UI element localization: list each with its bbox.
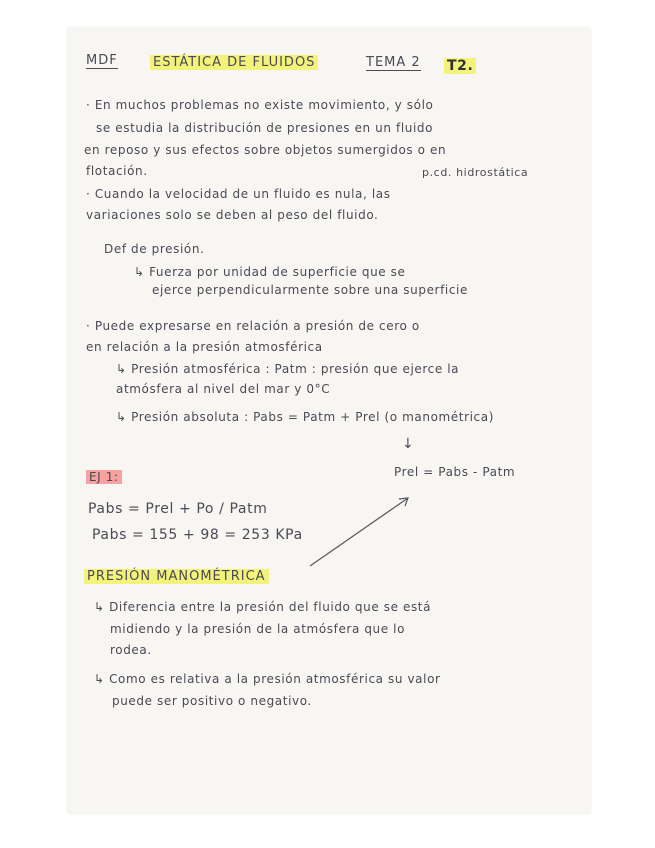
- point3-line-1: · Puede expresarse en relación a presión de cero o: [86, 319, 420, 333]
- example-line-2: Pabs = 155 + 98 = 253 KPa: [92, 527, 303, 543]
- annotation: p.cd. hidrostática: [422, 166, 529, 179]
- patm-line-2: atmósfera al nivel del mar y 0°C: [116, 382, 331, 396]
- manometric-item1-line-3: rodea.: [110, 643, 152, 657]
- manometric-item1-line-2: midiendo y la presión de la atmósfera que lo: [110, 622, 406, 636]
- example-line-1: Pabs = Prel + Po / Patm: [88, 501, 268, 517]
- intro-line-3: en reposo y sus efectos sobre objetos sumergidos o en: [84, 143, 447, 157]
- manometric-title: PRESIÓN MANOMÉTRICA: [84, 569, 269, 584]
- pabs-line: ↳ Presión absoluta : Pabs = Patm + Prel (o manométrica): [116, 410, 494, 424]
- header-title: ESTÁTICA DE FLUIDOS: [150, 55, 318, 70]
- header-code: T2.: [444, 58, 476, 74]
- definition-title: Def de presión.: [104, 242, 205, 256]
- point2-line-1: · Cuando la velocidad de un fluido es nula, las: [86, 187, 391, 201]
- manometric-item2-line-1: ↳ Como es relativa a la presión atmosférica su valor: [94, 672, 441, 686]
- example-label: EJ 1:: [86, 470, 122, 484]
- definition-line-1: ↳ Fuerza por unidad de superficie que se: [134, 265, 406, 279]
- prel-formula: Prel = Pabs - Patm: [394, 465, 516, 479]
- header-left: MDF: [86, 53, 118, 68]
- header-tema: TEMA 2: [366, 55, 421, 70]
- definition-line-2: ejerce perpendicularmente sobre una superficie: [152, 283, 468, 297]
- patm-line-1: ↳ Presión atmosférica : Patm : presión que ejerce la: [116, 362, 460, 376]
- intro-line-2: se estudia la distribución de presiones en un fluido: [96, 121, 434, 135]
- manometric-item1-line-1: ↳ Diferencia entre la presión del fluido que se está: [94, 600, 432, 614]
- arrow-down: ↓: [402, 436, 415, 452]
- manometric-item2-line-2: puede ser positivo o negativo.: [112, 694, 312, 708]
- point2-line-2: variaciones solo se deben al peso del fluido.: [86, 208, 379, 222]
- point3-line-2: en relación a la presión atmosférica: [86, 340, 323, 354]
- intro-line-4: flotación.: [86, 164, 148, 178]
- intro-line-1: · En muchos problemas no existe movimiento, y sólo: [86, 98, 434, 112]
